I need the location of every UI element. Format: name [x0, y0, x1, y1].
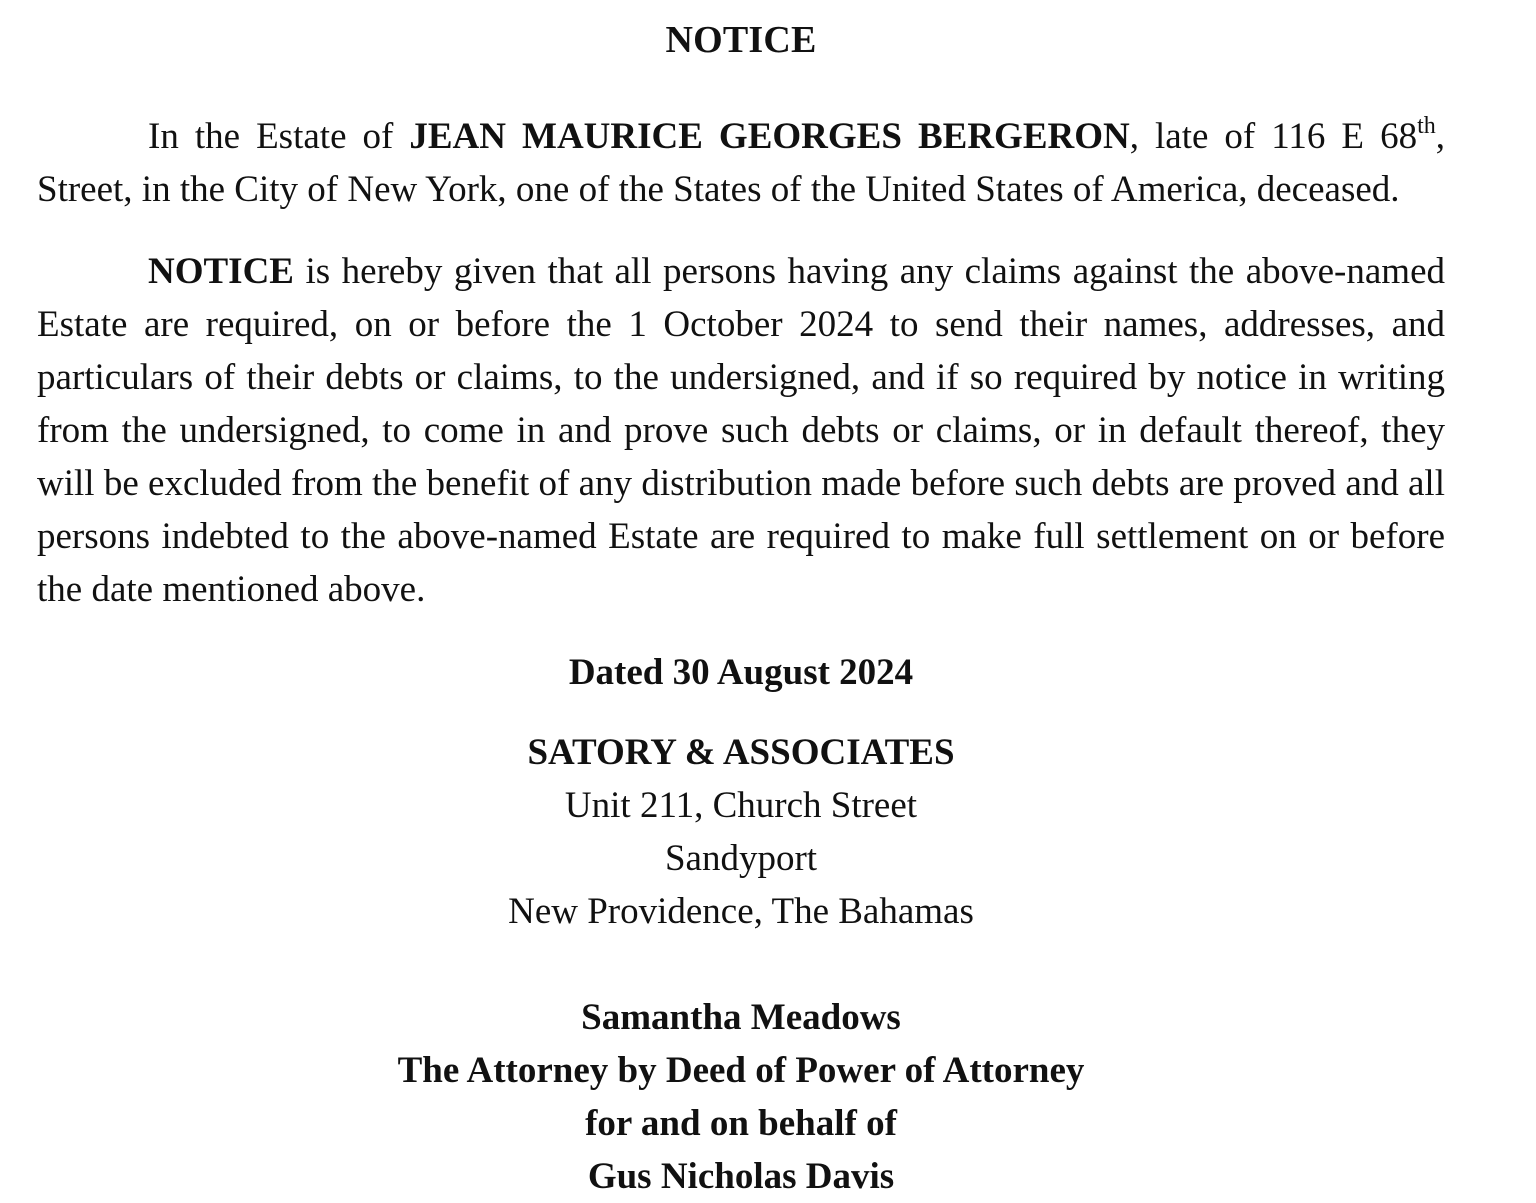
estate-suffix: , Street, in the City of New York, one of the States of the United States of America, deceased.: [37, 116, 1445, 210]
signatory-name: Samantha Meadows: [581, 997, 901, 1038]
claims-paragraph: [37, 245, 1445, 616]
deceased-name: JEAN MAURICE GEORGES BERGERON: [409, 116, 1130, 157]
signatory-behalf: for and on behalf of: [585, 1103, 897, 1144]
firm-name: SATORY & ASSOCIATES: [527, 732, 955, 773]
principal-name: Gus Nicholas Davis: [587, 1156, 895, 1197]
dated-line: Dated 30 August 2024: [568, 652, 914, 693]
claims-body: is hereby given that all persons having any claims against the above-named Estate are required, on or before the 1 October 2024 to send their names, addresses, and particulars of their debts or claims, to the undersigned, and if so required by notice in writing from the undersigned, to come in and prove such debts or claims, or in default thereof, they will be excluded from the benefit of any distribution made before such debts are proved and all persons indebted to the above-named Estate are required to make full settlement on or before the date mentioned above.: [37, 251, 1445, 610]
estate-address: , late of 116 E 68: [1129, 116, 1418, 157]
ordinal-suffix: th: [1417, 113, 1436, 139]
notice-title: NOTICE: [665, 19, 817, 61]
firm-address-line-1: Unit 211, Church Street: [564, 785, 918, 826]
notice-lead: NOTICE: [148, 251, 294, 292]
estate-paragraph: [37, 110, 1445, 216]
firm-address-line-2: Sandyport: [664, 838, 818, 879]
firm-block: [37, 726, 1445, 938]
firm-address-line-3: New Providence, The Bahamas: [508, 891, 974, 932]
signatory-block: [37, 991, 1445, 1203]
signatory-role: The Attorney by Deed of Power of Attorney: [397, 1050, 1085, 1091]
estate-prefix: In the Estate of: [148, 116, 410, 157]
